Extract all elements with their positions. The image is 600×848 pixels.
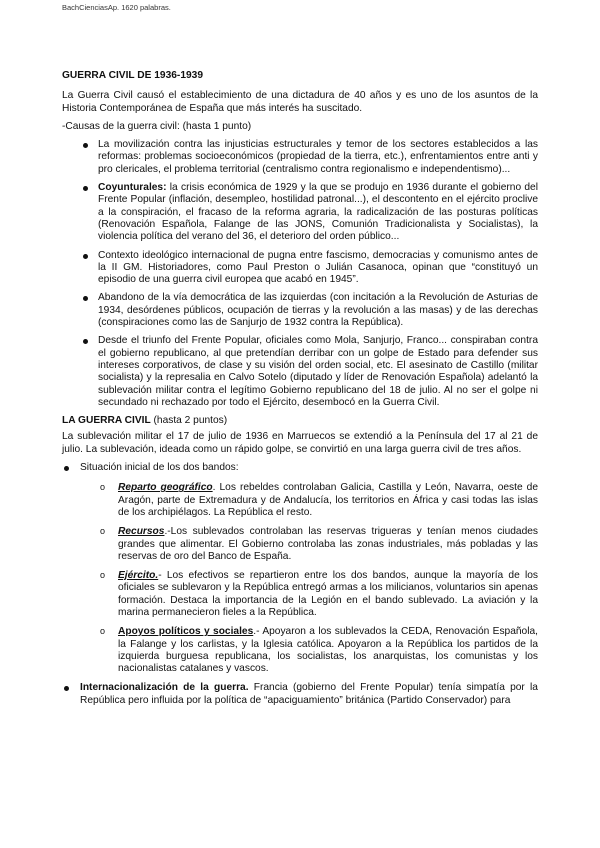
- sub-item-text: Apoyaron a los sublevados la CEDA, Renovación Española, la Falange y los carlistas, y la Iglesia católica. Apoyaron a la República los partidos de la izquierda burguesa republicana, los socialistas, los anarquistas, los comunistas y los nacionalistas catalanes y vascos.: [118, 626, 538, 675]
- sub-item-lead: Reparto geográfico: [118, 482, 213, 494]
- situation-sublist: [80, 482, 538, 675]
- situation-label: Situación inicial de los dos bandos:: [80, 462, 239, 474]
- sub-item-lead: Apoyos políticos y sociales: [118, 626, 254, 638]
- sub-item-text: Los sublevados controlaban las reservas trigueras y tenían menos ciudades grandes que alimentar. El Gobierno controlaba las zonas industriales, más pobladas y las reservas de oro del Banco de España.: [118, 526, 538, 562]
- sub-item-lead: Ejército.: [118, 570, 159, 582]
- section2-points: (hasta 2 puntos): [153, 415, 228, 427]
- section2-intro: La sublevación militar el 17 de julio de 1936 en Marruecos se extendió a la Península del 17 al 21 de julio. La sublevación, ideada como un rápido golpe, se convirtió en una larga guerra civil de tres años.: [62, 431, 538, 455]
- list-item: [62, 292, 538, 329]
- sub-list-item: [80, 482, 538, 519]
- list-item: [62, 335, 538, 409]
- sub-item-lead: Recursos: [118, 526, 165, 538]
- section2-title: LA GUERRA CIVIL: [62, 415, 151, 427]
- section1-intro: La Guerra Civil causó el establecimiento de una dictadura de 40 años y es uno de los asuntos de la Historia Contemporánea de España que más interés ha suscitado.: [62, 90, 538, 114]
- bullet-text: La movilización contra las injusticias estructurales y temor de los sectores establecidos a las reformas: problemas socioeconómicos (propiedad de la tierra, etc.), enfrentamientos entre anti y pro clericales, el problema territorial (centralismo contra regionalismo e independentismo)...: [98, 139, 538, 175]
- document-body: [62, 70, 538, 713]
- sub-item-sep: -: [158, 570, 167, 582]
- bullet-text: la crisis económica de 1929 y la que se produjo en 1936 durante el gobierno del Frente Popular (inflación, desempleo, hostilidad patronal...), el descontento en el ejército proclive a la conspiración, el fracaso de la reforma agraria, la radicalización de las posturas políticas (Renovación Española, Falange de las JONS, Comunión Tradicionalista y Socialistas), la violencia política del verano del 36, el deterioro del orden público...: [98, 182, 538, 243]
- bullet-text: Abandono de la vía democrática de las izquierdas (con incitación a la Revolución de Asturias de 1934, desórdenes públicos, ocupación de tierras y la revolución a las masas) y de las derechas (conspiraciones como las de Sanjurjo de 1932 contra la República).: [98, 292, 538, 329]
- list-item: [62, 250, 538, 287]
- sub-item-sep: .: [212, 482, 220, 494]
- sub-list-item: [80, 570, 538, 619]
- section2: [62, 415, 538, 707]
- sub-list-item: [80, 626, 538, 675]
- causes-label: -Causas de la guerra civil: (hasta 1 punto): [62, 120, 252, 132]
- list-item: [62, 682, 538, 707]
- section2-list: [62, 462, 538, 707]
- sub-list-item: [80, 526, 538, 563]
- international-text: Francia (gobierno del Frente Popular) tenía simpatía por la República pero influida por la política de “apaciguamiento” británica (Partido Conservador) para: [80, 682, 538, 706]
- section1-title: GUERRA CIVIL DE 1936-1939: [62, 70, 203, 81]
- sub-item-sep: .-: [164, 526, 171, 538]
- bullet-text: Contexto ideológico internacional de pugna entre fascismo, democracias y comunismo antes de la II GM. Historiadores, como Paul Preston o Julián Casanoca, opinan que “constituyó un episodio de una guerra civil europea que acabó en 1945”.: [98, 249, 538, 286]
- section2-title-line: [62, 415, 538, 427]
- list-item: [62, 139, 538, 176]
- header-note: BachCienciasAp. 1620 palabras.: [62, 3, 171, 12]
- bullet-text: Desde el triunfo del Frente Popular, oficiales como Mola, Sanjurjo, Franco... conspiraban contra el gobierno republicano, al que pretendían derribar con un golpe de Estado para defender sus intereses corporativos, de clase y su visión del orden social, etc. El asesinato de Castillo (militar socialista) y la represalia en Calvo Sotelo (diputado y líder de Renovación Española) adelantó la sublevación militar contra el legítimo Gobierno republicano del 18 de julio. Al no ser el golpe ni secundado ni rechazado por todo el Ejército, desembocó en la Guerra Civil.: [98, 335, 538, 408]
- causes-list: [62, 139, 538, 409]
- sub-item-text: Los rebeldes controlaban Galicia, Castilla y León, Navarra, oeste de Aragón, parte de Extremadura y de Andalucía, los territorios en África y casi todas las islas de los archipiélagos. La República el resto.: [118, 482, 538, 518]
- list-item: [62, 462, 538, 675]
- international-lead: Internacionalización de la guerra.: [80, 682, 249, 694]
- sub-item-text: Los efectivos se repartieron entre los dos bandos, aunque la mayoría de los oficiales se sublevaron y la República entregó armas a los milicianos, voluntarios sin apenas formación. Destaca la importancia de la Legión en el bando sublevado. La aviación y la marina permanecieron fieles a la República.: [118, 570, 538, 618]
- sub-item-sep: .-: [253, 626, 263, 638]
- list-item: [62, 182, 538, 243]
- bullet-lead: Coyunturales:: [98, 182, 167, 194]
